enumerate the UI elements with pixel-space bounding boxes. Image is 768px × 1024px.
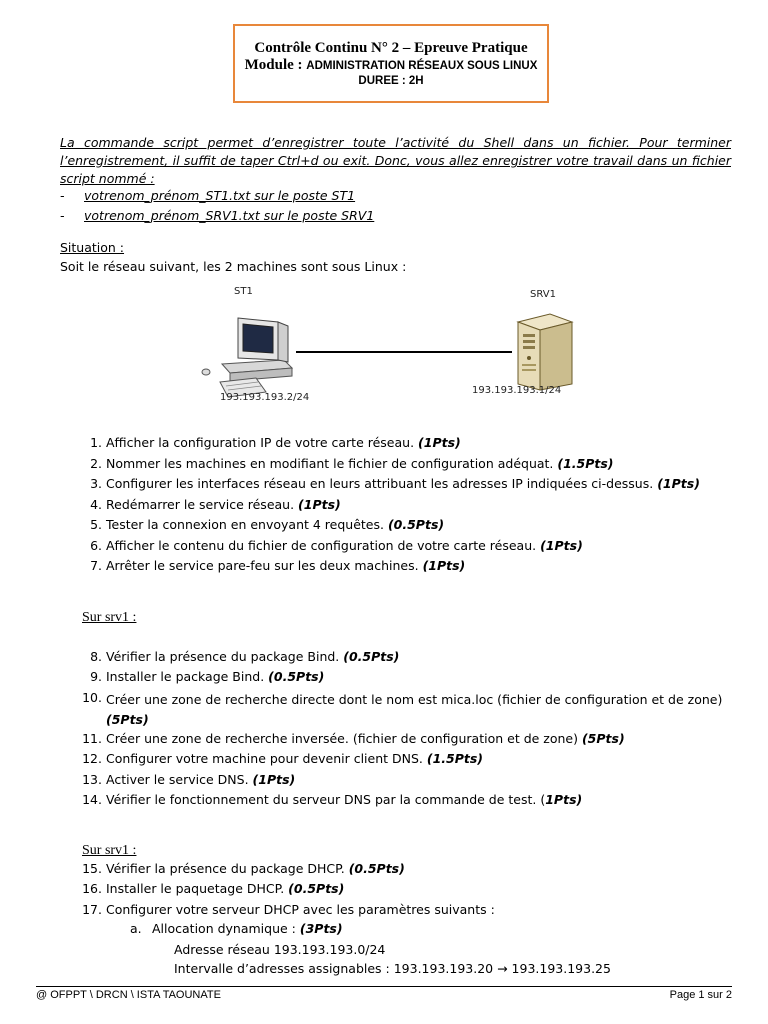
duree-line: DUREE : 2H [358, 75, 424, 87]
header-box [233, 24, 549, 103]
section-heading-srv1-dhcp: Sur srv1 : [82, 843, 137, 858]
footer-divider [36, 986, 732, 987]
srv1-ip: 193.193.193.1/24 [472, 385, 562, 396]
bullet-text: votrenom_prénom_ST1.txt sur le poste ST1 [84, 188, 356, 203]
footer-left: @ OFPPT \ DRCN \ ISTA TAOUNATE [36, 989, 221, 1001]
bullet-dash: - [60, 188, 65, 203]
st1-label: ST1 [234, 286, 253, 297]
bullet-text: votrenom_prénom_SRV1.txt sur le poste SRV1 [84, 208, 375, 223]
module-value: ADMINISTRATION RÉSEAUX SOUS LINUX [306, 60, 538, 72]
detail-intervalle: Intervalle d’adresses assignables : 193.193.193.20 → 193.193.193.25 [174, 961, 611, 976]
module-line [235, 57, 547, 74]
intro-text: La commande script permet d’enregistrer toute l’activité du Shell dans un fichier. Pour terminer l’enregistrement, il suffit de taper Ctrl+d ou exit. Donc, vous allez enregistrer votre travail dans un fichier script nommé : [60, 135, 731, 186]
situation-text: Soit le réseau suivant, les 2 machines sont sous Linux : [60, 259, 407, 274]
intro-paragraph [60, 134, 731, 188]
sub-item-letter: a. [130, 921, 142, 936]
situation-heading: Situation : [60, 240, 125, 255]
page-number: Page 1 sur 2 [669, 989, 732, 1001]
st1-ip: 193.193.193.2/24 [220, 392, 310, 403]
document-title: Contrôle Continu N° 2 – Epreuve Pratique [254, 40, 528, 56]
sub-item-text: Allocation dynamique : (3Pts) [152, 921, 343, 936]
arrow-icon: → [497, 961, 508, 976]
detail-adresse: Adresse réseau 193.193.193.0/24 [174, 942, 386, 957]
workstation-icon [202, 318, 292, 397]
section-heading-srv1: Sur srv1 : [82, 610, 137, 625]
server-icon [518, 314, 572, 390]
module-label: Module : [244, 57, 307, 73]
bullet-dash: - [60, 208, 65, 223]
srv1-label: SRV1 [530, 289, 556, 300]
